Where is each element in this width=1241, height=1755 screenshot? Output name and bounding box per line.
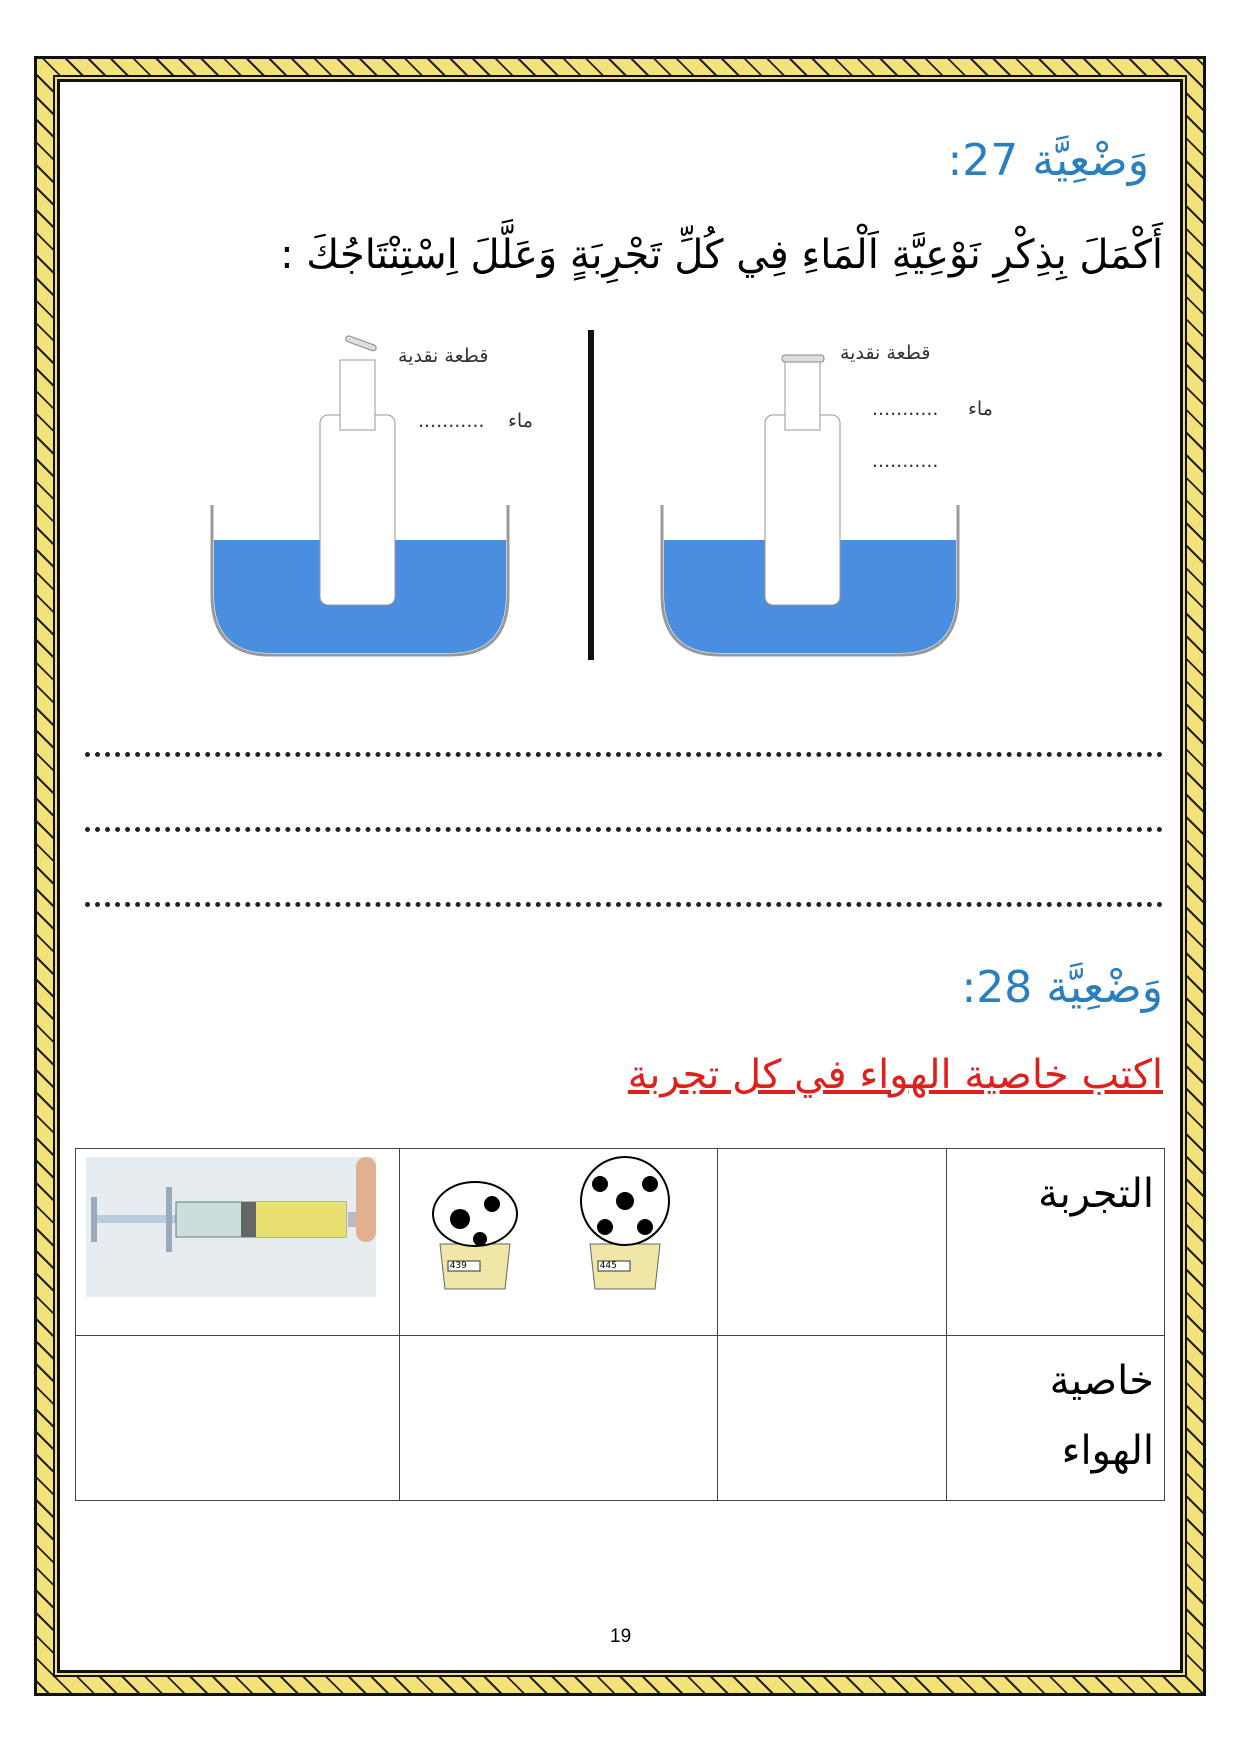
inflated-ball-scale — [581, 1157, 669, 1289]
empty-cell — [718, 1149, 947, 1336]
answer-cell-1[interactable] — [76, 1336, 400, 1501]
row-header-air-property: خاصية الهواء — [946, 1336, 1164, 1501]
coin-label-right: قطعة نقدية — [840, 342, 931, 364]
answer-cell-3[interactable] — [718, 1336, 947, 1501]
syringe-cell — [76, 1149, 400, 1336]
scale-reading-1: 439 — [449, 1261, 467, 1271]
situation-28-title: وَضْعِيَّة 28: — [961, 962, 1163, 1013]
balls-on-scales-cell — [399, 1149, 718, 1336]
row-header-experiment: التجربة — [946, 1149, 1164, 1336]
left-experiment — [212, 335, 508, 655]
water-label-left: ماء — [508, 410, 533, 432]
bottle-experiment-diagram — [190, 325, 1010, 665]
blank-right-2: ........... — [872, 450, 939, 472]
syringe-icon — [86, 1157, 376, 1297]
answer-line-2[interactable] — [85, 827, 1163, 832]
deflated-ball-scale — [433, 1182, 517, 1289]
coin-icon — [782, 355, 824, 362]
blank-left: ........... — [418, 410, 485, 432]
situation-27-title: وَضْعِيَّة 27: — [947, 135, 1149, 186]
coin-icon — [345, 335, 377, 352]
divider-line — [588, 330, 594, 660]
situation-28-instruction: اكتب خاصية الهواء في كل تجربة — [627, 1052, 1163, 1098]
scale-icons — [400, 1149, 700, 1319]
coin-label-left: قطعة نقدية — [398, 345, 489, 367]
situation-27-instruction: أَكْمَلَ بِذِكْرِ نَوْعِيَّةِ اَلْمَاءِ فِي كُلِّ تَجْرِبَةٍ وَعَلَّلَ اِسْتِنْتَاجُكَ : — [280, 232, 1163, 278]
page-number: 19 — [610, 1626, 632, 1647]
scale-reading-2: 445 — [599, 1261, 617, 1271]
answer-line-3[interactable] — [85, 902, 1163, 907]
answer-cell-2[interactable] — [399, 1336, 718, 1501]
answer-line-1[interactable] — [85, 752, 1163, 757]
water-label-right: ماء — [968, 398, 993, 420]
blank-right-1: ........... — [872, 398, 939, 420]
experiment-table — [75, 1148, 1165, 1501]
